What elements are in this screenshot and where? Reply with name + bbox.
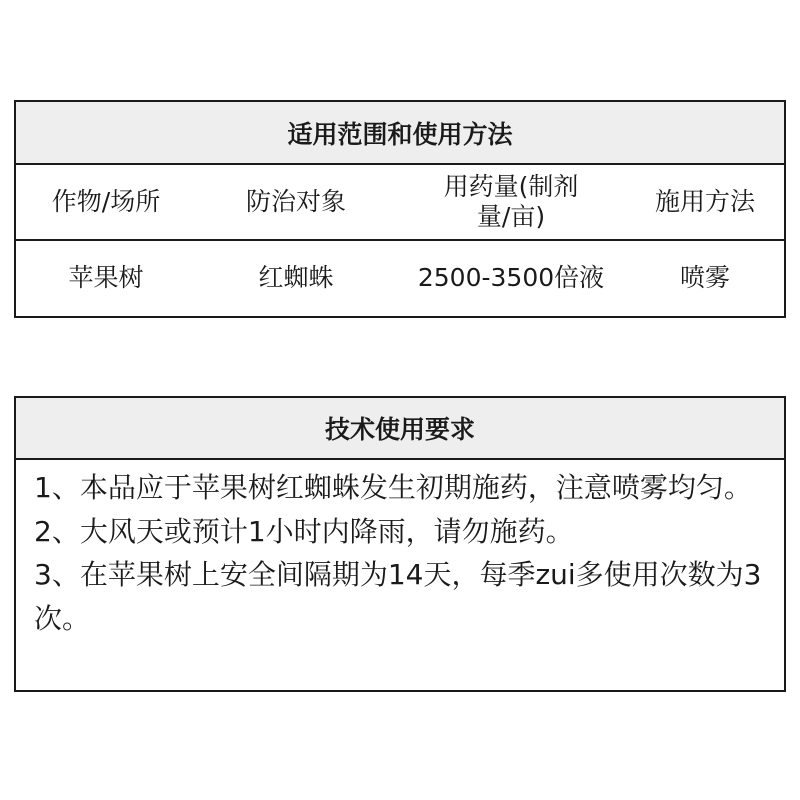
table-row [16,241,784,316]
requirements-list [16,460,784,640]
usage-table [14,100,786,318]
column-header-target: 防治对象 [245,186,346,216]
column-header-dosage [396,165,626,239]
usage-table-title: 适用范围和使用方法 [16,102,784,165]
requirement-item-1: 1、本品应于苹果树红蜘蛛发生初期施药，注意喷雾均匀。 [34,471,752,504]
column-header-crop: 作物/场所 [51,186,161,216]
column-header-method: 施用方法 [654,186,755,216]
column-header-dosage-line2: 量/亩) [476,202,546,231]
tech-requirements-box [14,396,786,692]
tech-requirements-title: 技术使用要求 [16,398,784,460]
requirement-item-3: 3、在苹果树上安全间隔期为14天，每季zui多使用次数为3次。 [34,558,762,635]
cell-dosage: 2500-3500倍液 [417,263,605,293]
column-header-dosage-line1: 用药量(制剂 [443,171,579,201]
usage-table-header-row [16,165,784,241]
cell-crop: 苹果树 [68,263,144,293]
cell-target: 红蜘蛛 [258,263,334,293]
cell-method: 喷雾 [679,263,730,293]
requirement-item-2: 2、大风天或预计1小时内降雨，请勿施药。 [34,514,574,548]
